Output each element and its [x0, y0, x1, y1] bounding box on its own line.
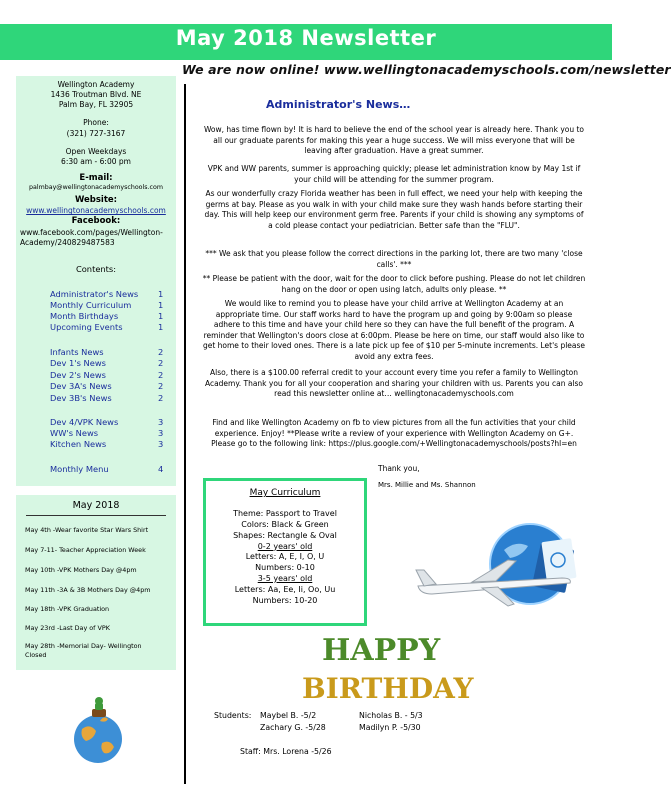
hours-label: Open Weekdays	[65, 146, 127, 156]
curriculum-theme: Theme: Passport to Travel	[233, 509, 337, 519]
toc-page: 4	[158, 464, 164, 474]
banner-happy: HAPPY	[322, 633, 441, 668]
toc-page: 2	[158, 393, 164, 403]
upcoming-events-panel	[16, 495, 176, 670]
facebook-link-line1[interactable]: www.facebook.com/pages/Wellington-	[20, 227, 163, 237]
toc-page: 3	[158, 428, 164, 438]
events-title: May 2018	[72, 500, 120, 511]
curriculum-numbers-preschool: Numbers: 10-20	[252, 595, 318, 605]
email-address[interactable]: palmbay@wellingtonacademyschools.com	[28, 184, 164, 192]
contents-label: Contents:	[75, 264, 117, 274]
toc-item[interactable]: Dev 3B's News	[50, 393, 112, 403]
birthday-list	[214, 710, 484, 766]
banner-birthday: BIRTHDAY	[302, 672, 474, 705]
facebook-label: Facebook:	[71, 216, 121, 227]
staff-birthday: Staff: Mrs. Lorena -5/26	[240, 747, 332, 756]
events-divider	[26, 515, 166, 516]
toc-item[interactable]: Upcoming Events	[50, 322, 123, 332]
toc-item[interactable]: Monthly Curriculum	[50, 300, 132, 310]
admin-paragraph: Also, there is a $100.00 referral credit to your account every time you refer a family to Wellington Academy. Thank you for all your cooperation and sharing your children with us. Parents you can also read this newsletter online at… wellingtonacademyschools.com	[204, 368, 584, 398]
event-item: May 7-11- Teacher Appreciation Week	[25, 546, 146, 554]
event-item: Closed	[25, 651, 47, 659]
curriculum-numbers-infant: Numbers: 0-10	[255, 563, 315, 573]
toc-item[interactable]: Infants News	[50, 347, 104, 357]
student-birthday: Madilyn P. -5/30	[359, 723, 421, 732]
toc-page: 2	[158, 370, 164, 380]
toc-item[interactable]: Dev 2's News	[50, 370, 106, 380]
admin-paragraph: VPK and WW parents, summer is approaching quickly; please let administration know by May 1st if your child will be attending for the summer program.	[207, 164, 581, 184]
phone-number: (321) 727-3167	[66, 128, 126, 138]
toc-page: 1	[158, 311, 164, 321]
school-name: Wellington Academy	[57, 80, 135, 89]
newsletter-title: May 2018 Newsletter	[175, 26, 437, 50]
student-birthday: Nicholas B. - 5/3	[359, 711, 423, 720]
toc-item[interactable]: Dev 4/VPK News	[50, 417, 119, 427]
toc-page: 1	[158, 322, 164, 332]
toc-item[interactable]: Administrator's News	[50, 289, 139, 299]
happy-birthday-banner	[300, 626, 480, 706]
curriculum-shapes: Shapes: Rectangle & Oval	[233, 530, 337, 540]
student-birthday: Maybel B. -5/2	[260, 711, 317, 720]
toc-page: 3	[158, 439, 164, 449]
event-item: May 10th -VPK Mothers Day @4pm	[25, 566, 137, 574]
admin-news-title: Administrator's News…	[266, 98, 411, 111]
toc-page: 1	[158, 289, 164, 299]
airplane-passport-icon	[412, 520, 592, 610]
toc-page: 1	[158, 300, 164, 310]
admin-paragraph: *** We ask that you please follow the correct directions in the parking lot, there are two many 'close calls'. ***	[205, 249, 583, 269]
facebook-link-line2[interactable]: Academy/240829487583	[20, 238, 115, 248]
admin-paragraph: As our wonderfully crazy Florida weather has been in full effect, we need your help with keeping the germs at bay. Please as you walk in with your child make sure they wash hands before starting their day. This will help keep our environment germ free. Parents if your child is showing any symptoms of a cold please contact your pediatrician. Better safe than the "FLU".	[204, 189, 584, 230]
event-item: May 4th -Wear favorite Star Wars Shirt	[25, 526, 149, 534]
globe-icon	[62, 695, 134, 767]
toc-page: 2	[158, 381, 164, 391]
phone-label: Phone:	[83, 118, 109, 128]
toc-item[interactable]: WW's News	[50, 428, 99, 438]
email-label: E-mail:	[79, 172, 113, 183]
students-label: Students:	[214, 711, 252, 720]
column-divider	[184, 84, 186, 784]
curriculum-letters-infant: Letters: A, E, I, O, U	[245, 552, 325, 562]
toc-item[interactable]: Kitchen News	[50, 439, 107, 449]
school-info-panel	[16, 76, 176, 260]
curriculum-title: May Curriculum	[249, 488, 321, 498]
school-address-line1: 1436 Troutman Blvd. NE	[50, 90, 142, 100]
school-address-line2: Palm Bay, FL 32905	[58, 100, 134, 110]
event-item: May 11th -3A & 3B Mothers Day @4pm	[25, 586, 151, 594]
admin-paragraph: We would like to remind you to please have your child arrive at Wellington Academy at an appropriate time. Our staff works hard to have the program up and going by 9:00am so please adhere to this time and have your child here so they can have the full benefit of the program. A reminder that Wellington's doors close at 6:00pm. Please be here on time, our staff would also like to get home to their loved ones. There is a late pick up fee of $10 per 5-minute increments. Let's please avoid any extra fees.	[202, 299, 586, 361]
toc-item[interactable]: Month Birthdays	[50, 311, 119, 321]
curriculum-group-infant: 0-2 years' old	[257, 541, 313, 551]
toc-item[interactable]: Monthly Menu	[50, 464, 109, 474]
website-link[interactable]: www.wellingtonacademyschools.com	[26, 206, 166, 216]
admin-paragraph: ** Please be patient with the door, wait for the door to click before pushing. Please do not let children hang on the door or open using latch, adults only please. **	[202, 274, 586, 294]
toc-page: 2	[158, 347, 164, 357]
toc-page: 3	[158, 417, 164, 427]
event-item: May 28th -Memorial Day- Wellington	[25, 642, 142, 650]
closing-signature: Mrs. Millie and Ms. Shannon	[378, 481, 476, 489]
event-item: May 23rd -Last Day of VPK	[25, 624, 110, 632]
contents-panel	[16, 260, 176, 486]
curriculum-letters-preschool: Letters: Aa, Ee, Ii, Oo, Uu	[234, 584, 336, 594]
toc-page: 2	[158, 358, 164, 368]
curriculum-group-preschool: 3-5 years' old	[257, 573, 313, 583]
admin-paragraph: Wow, has time flown by! It is hard to believe the end of the school year is already here. Thank you to all our graduate parents for making this year a huge success. We will miss everyone that will be leaving after graduation. Have a great summer.	[203, 125, 585, 155]
online-notice[interactable]: We are now online! www.wellingtonacademyschools.com/newsletter	[182, 62, 671, 77]
curriculum-colors: Colors: Black & Green	[241, 519, 329, 529]
toc-item[interactable]: Dev 1's News	[50, 358, 106, 368]
website-label: Website:	[74, 194, 118, 205]
toc-item[interactable]: Dev 3A's News	[50, 381, 112, 391]
admin-paragraph[interactable]: Find and like Wellington Academy on fb to view pictures from all the fun activities that your child experience. Enjoy! **Please write a review of your experience with Wellington Academy on G+. Please go to the following link: https://plus.google.com/+Wellingtonacademyschools/posts?hl=en	[211, 418, 577, 448]
student-birthday: Zachary G. -5/28	[260, 723, 326, 732]
hours-value: 6:30 am - 6:00 pm	[61, 156, 131, 166]
curriculum-box	[203, 478, 367, 626]
closing-thanks: Thank you,	[378, 464, 420, 473]
event-item: May 18th -VPK Graduation	[25, 605, 110, 613]
